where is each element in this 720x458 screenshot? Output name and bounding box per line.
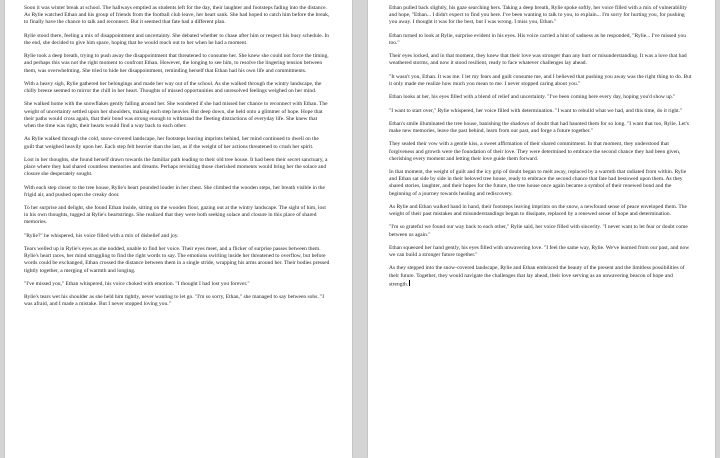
paragraph: Their eyes locked, and in that moment, they knew that their love was stronger than any hurt or misunderstanding. It was a love that had weathered storms, and now it stood resilient, ready to face whatever challenges lay ahead. xyxy=(389,53,687,67)
paragraph: Rylie's tears wet his shoulder as she held him tightly, never wanting to let go. "I'm so sorry, Ethan," she managed to say between sobs. "I was afraid, and I made a mistake. But I never stopped loving you." xyxy=(24,294,325,308)
paragraph: With each step closer to the tree house, Rylie's heart pounded louder in her chest. She climbed the wooden steps, her breath visible in the frigid air, and pushed open the creaky door. xyxy=(24,184,325,198)
paragraph: Ethan's smile illuminated the tree house, banishing the shadows of doubt that had haunted them for so long. "I want that too, Rylie. Let's make new memories, leave the past behind, learn from our past, and forge a future together." xyxy=(389,120,689,134)
paragraph: As Rylie and Ethan walked hand in hand, their footsteps leaving imprints on the snow, a newfound sense of peace enveloped them. The weight of their past mistakes and misunderstandings began to dissipate, replaced by a renewed sense of hope and determination. xyxy=(389,203,687,218)
paragraph: "It wasn't you, Ethan. It was me. I let my fears and guilt consume me, and I believed that pushing you away was the right thing to do. But it only made me realize how much you mean to me. I never stopped caring about you." xyxy=(389,73,692,87)
paragraph: In that moment, the weight of guilt and the icy grip of doubt began to melt away, replaced by a warmth that radiated from within. Rylie and Ethan sat side by side in their beloved tree house, ready to embrace the second chance that fate had bestowed upon them. As they shared stories, laughter, and their hopes for the future, the tree house once again became a symbol of their renewed bond and the beginning of a journey towards healing and rediscovery. xyxy=(389,169,687,197)
document-page-right[interactable] xyxy=(368,0,715,458)
paragraph: She walked home with the snowflakes gently falling around her. She wondered if she had missed her chance to reconnect with Ethan. The weight of uncertainty settled upon her shoulders, making each step heavier. But deep down, she held onto a glimmer of hope. Hope that their paths would cross again, that their bond was strong enough to withstand the fleeting distractions of everyday life. She knew that when the time was right, their hearts would find a way back to each other. xyxy=(24,101,328,130)
paragraph: Ethan looks at her, his eyes filled with a blend of relief and uncertainty. "I've been coming here every day, hoping you'd show up." xyxy=(389,94,676,101)
paragraph-text: As they stepped into the snow-covered landscape, Rylie and Ethan embraced the beauty of the present and the limitless possibilities of their future. Together, they would navigate the challenges that lay ahead, their love serving as an unwavering beacon of hope and strength. xyxy=(389,265,685,288)
paragraph: Ethan turned to look at Rylie, surprise evident in his eyes. His voice carried a hint of sadness as he responded, "Rylie... I've missed you too." xyxy=(389,32,686,46)
paragraph-last xyxy=(389,265,693,288)
paragraph: Lost in her thoughts, she found herself drawn towards the familiar path leading to their old tree house. It had been their secret sanctuary, a place where they had shared countless memories and dreams. Perhaps revisiting those cherished moments would bring her the solace and closure she desperately sought. xyxy=(24,156,328,178)
paragraph: "Rylie?" he whispered, his voice filled with a mix of disbelief and joy. xyxy=(24,232,179,239)
text-cursor xyxy=(409,280,410,287)
paragraph: Tears welled up in Rylie's eyes as she nodded, unable to find her voice. Their eyes meet, and a flicker of surprise passes between them. Rylie's heart races, her mind struggling to find the right words to say. The emotions swirling inside her threatened to overflow, but before words could be exchanged, Ethan crossed the distance between them in a single stride, wrapping his arms around her. Their bodies pressed tightly together, a merging of warmth and longing. xyxy=(24,246,330,274)
document-page-left[interactable] xyxy=(5,0,352,458)
paragraph: "I'm so grateful we found our way back to each other," Rylie said, her voice filled with sincerity. "I never want to let fear or doubt come between us again." xyxy=(389,224,688,238)
paragraph: As Rylie walked through the cold, snow-covered landscape, her footsteps leaving imprints behind, her mind continued to dwell on the guilt that weighed heavily upon her. Each step felt heavier than the last, as if the weight of her actions threatened to crush her spirit. xyxy=(24,136,319,150)
paragraph: Rylie took a deep breath, trying to push away the disappointment that threatened to consume her. She knew she could not force the timing, and perhaps this was not the right moment to confront Ethan. However, the longing to see him, to resolve the lingering tension between them, was overwhelming. She tried to hide her disappointment, reminding herself that Ethan had his own life and commitments. xyxy=(24,53,329,74)
paragraph: They sealed their vow with a gentle kiss, a sweet affirmation of their shared commitment. In that moment, they understood that forgiveness and growth were the foundation of their love. They were determined to embrace the second chance they had been given, cherishing every moment and letting their love guide them forward. xyxy=(389,141,681,162)
paragraph: "I've missed you," Ethan whispered, his voice choked with emotion. "I thought I had lost you forever." xyxy=(24,280,250,287)
paragraph: Ethan squeezed her hand gently, his eyes filled with unwavering love. "I feel the same way, Rylie. We've learned from our past, and now we can build a stronger future together." xyxy=(389,244,690,259)
paragraph: Rylie stood there, feeling a mix of disappointment and uncertainty. She debated whether to chase after him or respect his busy schedule. In the end, she decided to give him space, hoping that he would reach out to her when he had a moment. xyxy=(24,32,330,46)
paragraph: Ethan pulled back slightly, his gaze searching hers. Taking a deep breath, Rylie spoke softly, her voice filled with a mix of vulnerability and hope, "Ethan... I didn't expect to find you here. I've been wanting to talk to you, to explain... I'm sorry for hurting you, for pushing you away. I thought it was for the best, but I was wrong. I miss you, Ethan." xyxy=(389,5,687,26)
paragraph: "I want to start over," Rylie whispered, her voice filled with determination. "I want to rebuild what we had, and this time, do it right." xyxy=(389,107,683,114)
paragraph: With a heavy sigh, Rylie gathered her belongings and made her way out of the school. As she walked through the wintry landscape, the chilly breeze seemed to mirror the chill in her heart. Thoughts of missed opportunities and unresolved feelings weighed on her mind. xyxy=(24,80,322,95)
paragraph: To her surprise and delight, she found Ethan inside, sitting on the wooden floor, gazing out at the wintry landscape. The sight of him, lost in his own thoughts, tugged at Rylie's heartstrings. She realized that they were both seeking solace and closure in this place of shared memories. xyxy=(24,205,326,226)
paragraph: Soon it was winter break at school. The hallways emptied as students left for the day, their laughter and footsteps fading into the distance. As Rylie watched Ethan and his group of friends from the football club leave, her heart sank. She had hoped to catch him before the break, to finally have the chance to talk and reconnect. But it seemed that fate had a different plan. xyxy=(24,5,330,26)
